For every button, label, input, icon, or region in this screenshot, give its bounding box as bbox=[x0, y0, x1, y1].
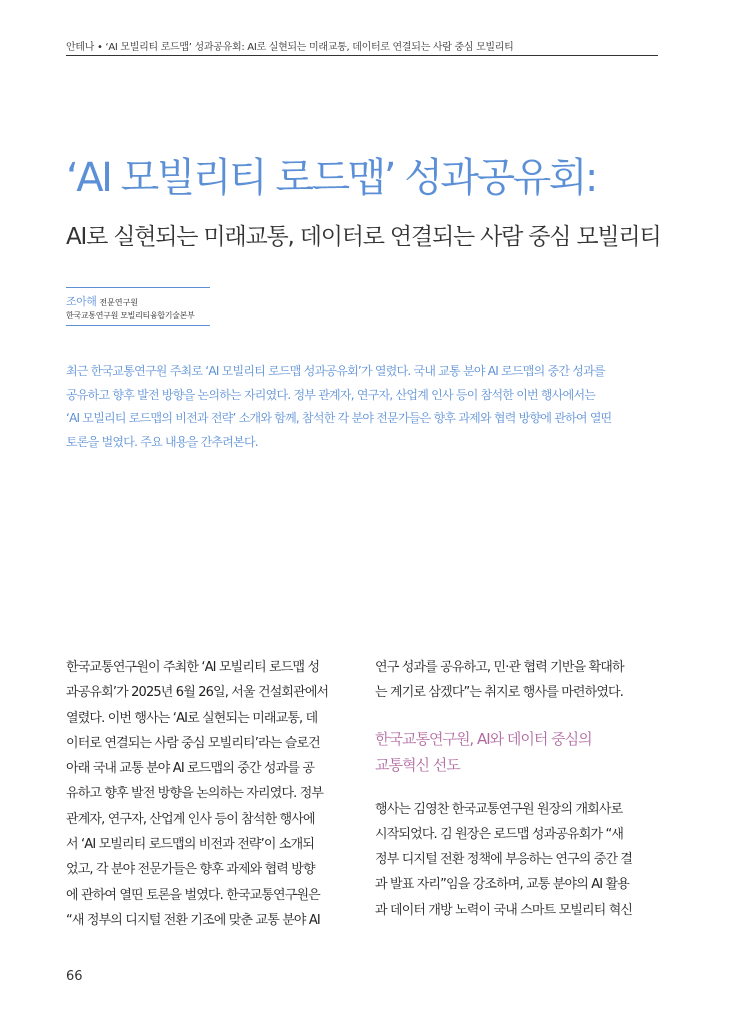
author-divider-top bbox=[66, 287, 210, 288]
body-line: 었고, 각 분야 전문가들은 향후 과제와 협력 방향 bbox=[66, 862, 315, 878]
body-line: 유하고 향후 발전 방향을 논의하는 자리였다. 정부 bbox=[66, 786, 324, 802]
body-line: 에 관하여 열띤 토론을 벌였다. 한국교통연구원은 bbox=[66, 887, 320, 903]
body-line: 과공유회’가 2025년 6월 26일, 서울 건설회관에서 bbox=[66, 685, 329, 701]
body-line: 이터로 연결되는 사람 중심 모빌리티’라는 슬로건 bbox=[66, 735, 320, 751]
body-line: 관계자, 연구자, 산업계 인사 등이 참석한 행사에 bbox=[66, 811, 315, 827]
page-number: 66 bbox=[66, 969, 83, 984]
article-subtitle: AI로 실현되는 미래교통, 데이터로 연결되는 사람 중심 모빌리티 bbox=[66, 224, 661, 250]
body-line: 정부 디지털 전환 정책에 부응하는 연구의 중간 결 bbox=[375, 852, 633, 868]
article-title: ‘AI 모빌리티 로드맵’ 성과공유회: bbox=[66, 155, 596, 201]
body-line: 연구 성과를 공유하고, 민·관 협력 기반을 확대하 bbox=[375, 660, 624, 675]
abstract-line: 최근 한국교통연구원 주최로 ‘AI 모빌리티 로드맵 성과공유회’가 열렸다. 국내 교통 분야 AI 로드맵의 중간 성과를 bbox=[66, 364, 605, 378]
author-name: 조아해 bbox=[66, 295, 97, 308]
author-byline bbox=[66, 293, 138, 309]
abstract-line: ‘AI 모빌리티 로드맵의 비전과 전략’ 소개와 함께, 참석한 각 분야 전문가들은 향후 과제와 협력 방향에 관하여 열띤 bbox=[66, 411, 612, 425]
body-line: 는 계기로 삼겠다”는 취지로 행사를 마련하였다. bbox=[375, 685, 624, 701]
section-heading-line: 한국교통연구원, AI와 데이터 중심의 bbox=[375, 729, 592, 748]
body-line: 한국교통연구원이 주최한 ‘AI 모빌리티 로드맵 성 bbox=[66, 660, 320, 675]
header-divider bbox=[66, 55, 658, 56]
body-line: 행사는 김영찬 한국교통연구원 원장의 개회사로 bbox=[375, 801, 623, 817]
section-heading bbox=[375, 726, 660, 778]
running-header: 안테나 • ‘AI 모빌리티 로드맵’ 성과공유회: AI로 실현되는 미래교통, 데이터로 연결되는 사람 중심 모빌리티 bbox=[66, 42, 514, 53]
body-column-left bbox=[66, 655, 351, 933]
author-organization: 한국교통연구원 모빌리티융합기술본부 bbox=[66, 311, 195, 320]
abstract-line: 토론을 벌였다. 주요 내용을 간추려본다. bbox=[66, 434, 258, 449]
body-column-right bbox=[375, 655, 660, 923]
body-line: 시작되었다. 김 원장은 로드맵 성과공유회가 “새 bbox=[375, 826, 624, 842]
section-heading-line: 교통혁신 선도 bbox=[375, 755, 460, 774]
abstract bbox=[66, 360, 658, 454]
abstract-line: 공유하고 향후 발전 방향을 논의하는 자리였다. 정부 관계자, 연구자, 산업계 인사 등이 참석한 이번 행사에서는 bbox=[66, 387, 596, 402]
body-line: 열렸다. 이번 행사는 ‘AI로 실현되는 미래교통, 데 bbox=[66, 710, 318, 726]
author-role: 전문연구원 bbox=[99, 298, 139, 307]
body-line: 서 ‘AI 모빌리티 로드맵의 비전과 전략’이 소개되 bbox=[66, 837, 315, 853]
body-line: 과 발표 자리”임을 강조하며, 교통 분야의 AI 활용 bbox=[375, 877, 629, 893]
body-line: 과 데이터 개방 노력이 국내 스마트 모빌리티 혁신 bbox=[375, 902, 633, 918]
body-line: 아래 국내 교통 분야 AI 로드맵의 중간 성과를 공 bbox=[66, 761, 315, 777]
author-divider-bottom bbox=[66, 325, 210, 326]
body-line: “새 정부의 디지털 전환 기조에 맞춘 교통 분야 AI bbox=[66, 912, 320, 928]
